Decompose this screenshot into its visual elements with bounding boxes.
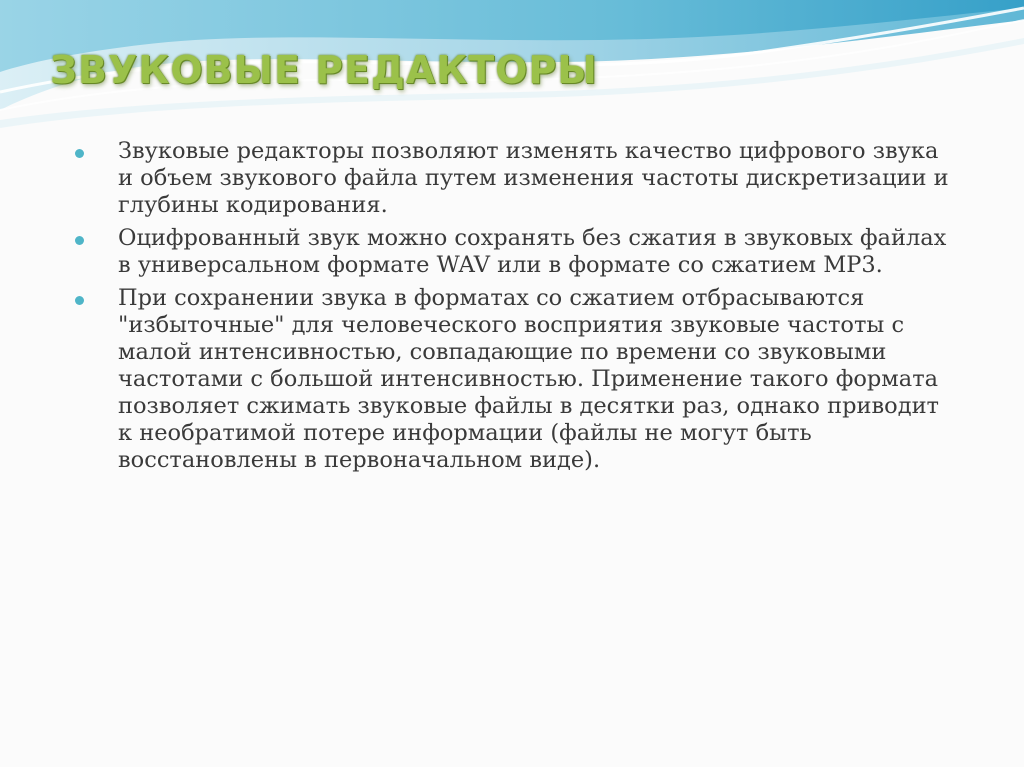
bullet-list [70, 138, 950, 480]
bullet-text: Звуковые редакторы позволяют изменять качество цифрового звука и объем звукового файла путем изменения частоты дискретизации и глубины кодирования. [118, 138, 949, 218]
bullet-text: При сохранении звука в форматах со сжатием отбрасываются "избыточные" для человеческого восприятия звуковые частоты с малой интенсивностью, совпадающие по времени со звуковыми частотами с большой интенсивностью. Применение такого формата позволяет сжимать звуковые файлы в десятки раз, однако приводит к необратимой потере информации (файлы не могут быть восстановлены в первоначальном виде). [118, 285, 940, 473]
slide-title: ЗВУКОВЫЕ РЕДАКТОРЫ [50, 48, 598, 92]
bullet-dot-icon [75, 296, 84, 305]
bullet-item [70, 225, 950, 279]
bullet-item [70, 138, 950, 219]
bullet-dot-icon [75, 149, 84, 158]
bullet-dot-icon [75, 236, 84, 245]
bullet-text: Оцифрованный звук можно сохранять без сжатия в звуковых файлах в универсальном формате WAV или в формате со сжатием MP3. [118, 225, 947, 278]
bullet-item [70, 285, 950, 474]
